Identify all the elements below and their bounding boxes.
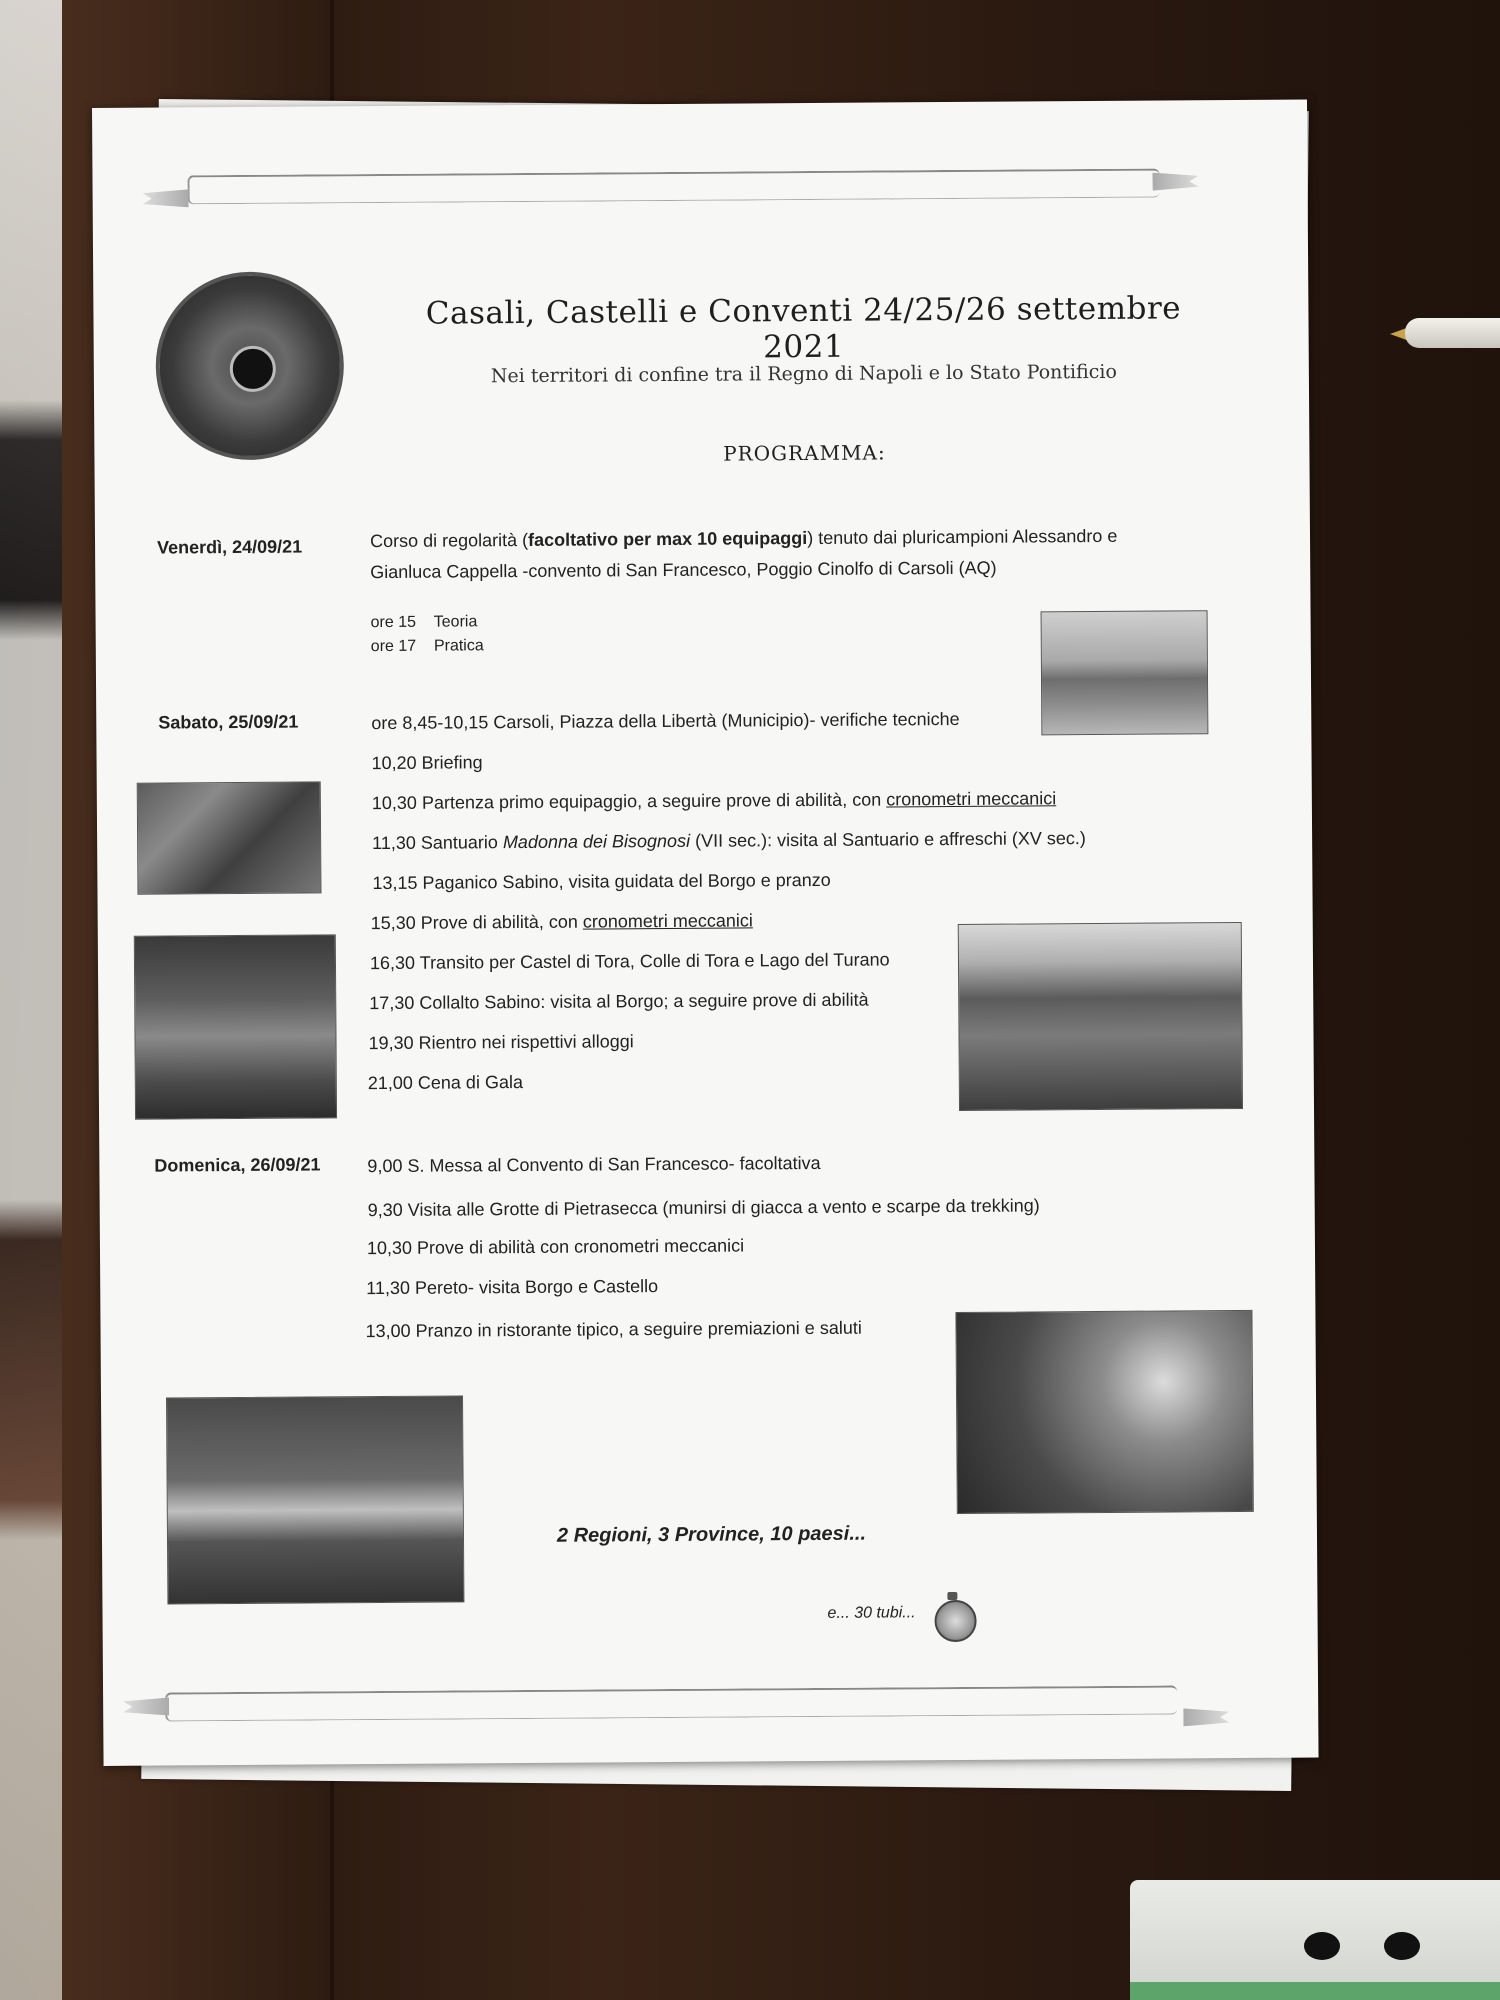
friday-item-text: Teoria	[433, 613, 478, 631]
saturday-item	[372, 788, 1057, 814]
stopwatch-crown	[947, 1592, 957, 1600]
saturday-item: ore 8,45-10,15 Carsoli, Piazza della Libertà (Municipio)- verifiche tecniche	[371, 708, 960, 734]
saturday-item: 16,30 Transito per Castel di Tora, Colle di Tora e Lago del Turano	[369, 949, 890, 974]
friday-item	[371, 610, 478, 635]
friday-item-time: ore 17	[370, 637, 417, 656]
day-label-sunday: Domenica, 26/09/21	[154, 1154, 321, 1176]
event-logo	[155, 271, 344, 460]
document-subtitle: Nei territori di confine tra il Regno di Napoli e lo Stato Pontificio	[490, 360, 1117, 388]
saturday-item-text: 15,30 Prove di abilità, con	[370, 911, 583, 934]
friday-intro-bold: facoltativo per max 10 equipaggi	[528, 528, 808, 550]
saturday-item: 19,30 Rientro nei rispettivi alloggi	[368, 1031, 634, 1054]
photo-country-house	[1041, 610, 1209, 735]
friday-intro-post: ) tenuto dai pluricampioni Alessandro e Gianluca Cappella -convento di San Francesco, Poggio Cinolfo di Carsoli (AQ)	[370, 525, 1118, 583]
program-sheet	[92, 100, 1319, 1766]
saturday-item: 10,20 Briefing	[371, 752, 483, 774]
saturday-item	[372, 828, 1086, 854]
saturday-item-text: (VII sec.): visita al Santuario e affreschi (XV sec.)	[689, 828, 1086, 851]
corner-hole	[1384, 1932, 1420, 1960]
scroll-end-right-bottom	[1183, 1708, 1229, 1726]
scroll-end-left-bottom	[123, 1698, 169, 1716]
friday-item-time: ore 15	[370, 613, 417, 632]
sunday-item: 10,30 Prove di abilità con cronometri meccanici	[366, 1235, 745, 1259]
day-label-saturday: Sabato, 25/09/21	[158, 711, 299, 733]
corner-green-strip	[1130, 1982, 1500, 2000]
scroll-end-left-top	[143, 189, 189, 207]
saturday-item	[371, 910, 753, 934]
friday-item-text: Pratica	[433, 637, 484, 655]
photo-lake	[958, 922, 1243, 1111]
saturday-item: 21,00 Cena di Gala	[367, 1072, 523, 1094]
sunday-item: 9,30 Visita alle Grotte di Pietrasecca (munirsi di giacca a vento e scarpe da trekking)	[367, 1195, 1040, 1221]
photo-fresco	[137, 781, 322, 894]
friday-item	[371, 634, 484, 659]
saturday-item: 13,15 Paganico Sabino, visita guidata del Borgo e pranzo	[372, 869, 831, 894]
scroll-border-bottom	[165, 1685, 1177, 1721]
document-title: Casali, Castelli e Conventi 24/25/26 settembre 2021	[425, 290, 1182, 366]
tagline: 2 Regioni, 3 Province, 10 paesi...	[556, 1522, 867, 1547]
stopwatch-icon	[934, 1600, 976, 1642]
sunday-item: 11,30 Pereto- visita Borgo e Castello	[366, 1276, 659, 1299]
background-object-left	[0, 0, 62, 2000]
day-label-friday: Venerdì, 24/09/21	[157, 536, 303, 558]
program-heading: PROGRAMMA:	[723, 440, 886, 466]
photo-hill-village	[166, 1395, 464, 1604]
corner-hole	[1304, 1932, 1340, 1960]
sunday-item: 13,00 Pranzo in ristorante tipico, a seguire premiazioni e saluti	[365, 1317, 862, 1342]
saturday-item-underlined: cronometri meccanici	[886, 788, 1057, 810]
saturday-item: 17,30 Collalto Sabino: visita al Borgo; a seguire prove di abilità	[369, 989, 869, 1014]
sunday-item: 9,00 S. Messa al Convento di San Francesco- facoltativa	[367, 1152, 821, 1177]
friday-intro	[370, 520, 1190, 588]
saturday-item-underlined: cronometri meccanici	[582, 910, 753, 932]
pen	[1405, 318, 1500, 348]
saturday-item-italic: Madonna dei Bisognosi	[502, 830, 691, 853]
saturday-item-text: 11,30 Santuario	[372, 832, 503, 854]
scroll-end-right-top	[1152, 172, 1198, 190]
saturday-item-text: 10,30 Partenza primo equipaggio, a seguire prove di abilità, con	[371, 789, 887, 814]
friday-intro-pre: Corso di regolarità (	[369, 529, 529, 552]
steering-wheel-icon	[230, 346, 276, 392]
photo-castle	[134, 934, 337, 1119]
photo-cave	[955, 1310, 1253, 1514]
scroll-border-top	[187, 169, 1159, 205]
footer-note: e... 30 tubi...	[827, 1604, 916, 1622]
